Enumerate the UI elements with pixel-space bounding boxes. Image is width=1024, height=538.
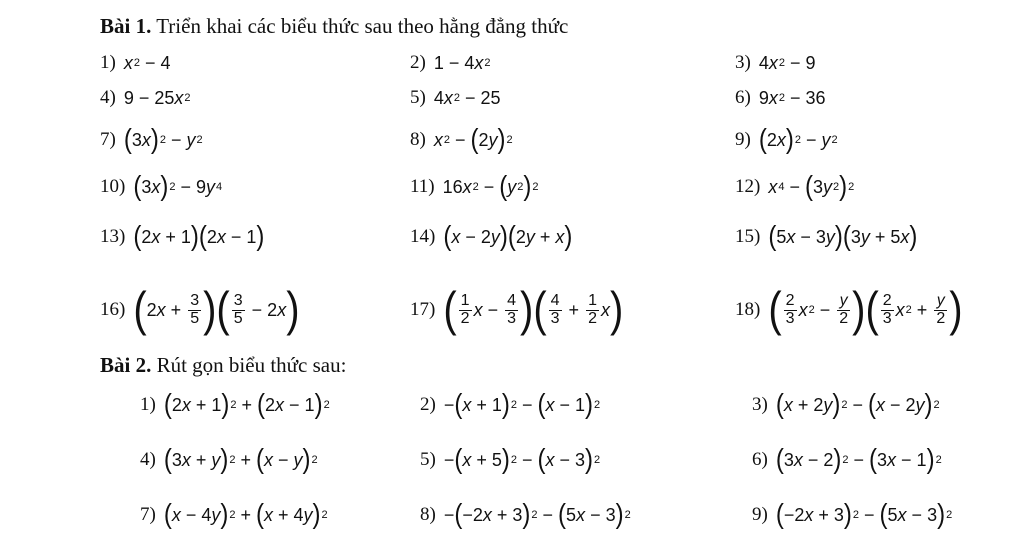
- exercise-1-item-10: [100, 170, 223, 202]
- exercise-2-item-number: 6): [752, 449, 768, 470]
- exercise-1-item-number: 12): [735, 176, 761, 197]
- exercise-1-item-expression: 4 x 2 − 2 5: [433, 87, 501, 108]
- exercise-2-item-expression: ( − 2 x + 3 ) 2 − ( 5 x − 3 ) 2: [775, 498, 953, 530]
- exercise-1-item-7: [100, 123, 203, 155]
- exercise-2-item-number: 5): [420, 449, 436, 470]
- exercise-2-item-number: 9): [752, 504, 768, 525]
- exercise-2-item-expression: ( 2 x + 1 ) 2 + ( 2 x − 1 ) 2: [163, 388, 330, 420]
- exercise-1-item-number: 4): [100, 87, 116, 108]
- exercise-2-item-9: [752, 498, 953, 530]
- exercise-1-item-expression: ( 5 x − 3 y ) ( 3 y + 5 x ): [768, 220, 918, 252]
- exercise-1-item-number: 13): [100, 226, 126, 247]
- exercise-2-item-number: 7): [140, 504, 156, 525]
- exercise-1-item-11: [410, 170, 539, 202]
- exercise-2-item-8: [420, 498, 631, 530]
- exercise-1-label: Bài 1.: [100, 14, 152, 38]
- exercise-1-item-expression: x 4 − ( 3 y 2 ) 2: [768, 170, 855, 202]
- exercise-2-item-number: 1): [140, 394, 156, 415]
- exercise-2-item-1: [140, 388, 330, 420]
- exercise-1-item-number: 16): [100, 299, 126, 320]
- exercise-1-item-16: [100, 283, 300, 337]
- exercise-1-item-expression: x 2 − 4: [123, 52, 171, 73]
- exercise-1-item-expression: ( $\frac{1}{2}$ x − $\frac{4}{3}$ ) ( $\frac{4}{3}$ + $\frac{1}{2}$ x ): [443, 283, 624, 337]
- exercise-1-item-number: 18): [735, 299, 761, 320]
- exercise-1-item-expression: 9 − 2 5 x 2: [123, 87, 191, 108]
- exercise-1-item-18: [735, 283, 963, 337]
- exercise-2-item-expression: − ( − 2 x + 3 ) 2 − ( 5 x − 3 ) 2: [443, 498, 631, 530]
- exercise-1-item-number: 8): [410, 129, 426, 150]
- exercise-1-item-expression: ( 3 x ) 2 − 9 y 4: [133, 170, 223, 202]
- exercise-1-item-1: [100, 52, 170, 74]
- exercise-2-item-expression: ( x + 2 y ) 2 − ( x − 2 y ) 2: [775, 388, 940, 420]
- exercise-1-item-2: [410, 52, 491, 74]
- exercise-1-item-9: [735, 123, 838, 155]
- exercise-2-item-expression: − ( x + 5 ) 2 − ( x − 3 ) 2: [443, 443, 601, 475]
- exercise-1-item-number: 14): [410, 226, 436, 247]
- exercise-1-item-17: [410, 283, 624, 337]
- exercise-2-item-number: 4): [140, 449, 156, 470]
- exercise-1-item-13: [100, 220, 265, 252]
- exercise-1-item-4: [100, 87, 191, 109]
- exercise-1-item-expression: 1 6 x 2 − ( y 2 ) 2: [442, 170, 539, 202]
- exercise-1-item-expression: ( 2 x ) 2 − y 2: [758, 123, 838, 155]
- exercise-1-item-number: 6): [735, 87, 751, 108]
- exercise-2-item-4: [140, 443, 318, 475]
- exercise-1-item-expression: x 2 − ( 2 y ) 2: [433, 123, 513, 155]
- exercise-1-item-expression: ( 3 x ) 2 − y 2: [123, 123, 203, 155]
- exercise-2-item-number: 2): [420, 394, 436, 415]
- exercise-1-item-5: [410, 87, 501, 109]
- exercise-2-item-3: [752, 388, 940, 420]
- exercise-1-item-number: 17): [410, 299, 436, 320]
- exercise-2-item-2: [420, 388, 601, 420]
- exercise-1-item-number: 1): [100, 52, 116, 73]
- exercise-1-item-3: [735, 52, 816, 74]
- exercise-2-item-expression: ( 3 x − 2 ) 2 − ( 3 x − 1 ) 2: [775, 443, 942, 475]
- exercise-1-item-expression: 4 x 2 − 9: [758, 52, 816, 73]
- exercise-1-item-number: 2): [410, 52, 426, 73]
- exercise-1-item-expression: ( 2 x + $\frac{3}{5}$ ) ( $\frac{3}{5}$ − 2 x ): [133, 283, 300, 337]
- exercise-1-item-12: [735, 170, 855, 202]
- exercise-2-item-expression: ( x − 4 y ) 2 + ( x + 4 y ) 2: [163, 498, 328, 530]
- exercise-1-item-expression: 9 x 2 − 3 6: [758, 87, 826, 108]
- exercise-1-item-14: [410, 220, 573, 252]
- exercise-1-item-number: 7): [100, 129, 116, 150]
- exercise-1-item-8: [410, 123, 513, 155]
- exercise-2-instruction: Rút gọn biểu thức sau:: [151, 353, 347, 377]
- exercise-2-label: Bài 2.: [100, 353, 152, 377]
- exercise-1-item-number: 15): [735, 226, 761, 247]
- exercise-1-item-expression: ( $\frac{2}{3}$ x 2 − $\frac{y}{2}$ ) ( $\frac{2}{3}$ x 2 + $\frac{y}{2}$ ): [768, 283, 963, 337]
- exercise-1-item-number: 10): [100, 176, 126, 197]
- exercise-2-item-expression: − ( x + 1 ) 2 − ( x − 1 ) 2: [443, 388, 601, 420]
- exercise-1-item-expression: ( 2 x + 1 ) ( 2 x − 1 ): [133, 220, 265, 252]
- exercise-2-item-5: [420, 443, 601, 475]
- exercise-1-item-number: 3): [735, 52, 751, 73]
- exercise-1-item-number: 5): [410, 87, 426, 108]
- exercise-1-item-6: [735, 87, 826, 109]
- exercise-1-instruction: Triển khai các biểu thức sau theo hằng đẳng thức: [151, 14, 569, 38]
- exercise-1-item-expression: ( x − 2 y ) ( 2 y + x ): [443, 220, 573, 252]
- exercise-1-item-number: 11): [410, 176, 435, 197]
- exercise-2-item-6: [752, 443, 942, 475]
- exercise-2-item-number: 3): [752, 394, 768, 415]
- exercise-1-item-15: [735, 220, 918, 252]
- exercise-1-item-expression: 1 − 4 x 2: [433, 52, 491, 73]
- exercise-2-item-7: [140, 498, 328, 530]
- exercise-2-heading: [100, 353, 346, 378]
- exercise-2-item-expression: ( 3 x + y ) 2 + ( x − y ) 2: [163, 443, 318, 475]
- exercise-2-item-number: 8): [420, 504, 436, 525]
- exercise-1-item-number: 9): [735, 129, 751, 150]
- exercise-1-heading: [100, 14, 568, 39]
